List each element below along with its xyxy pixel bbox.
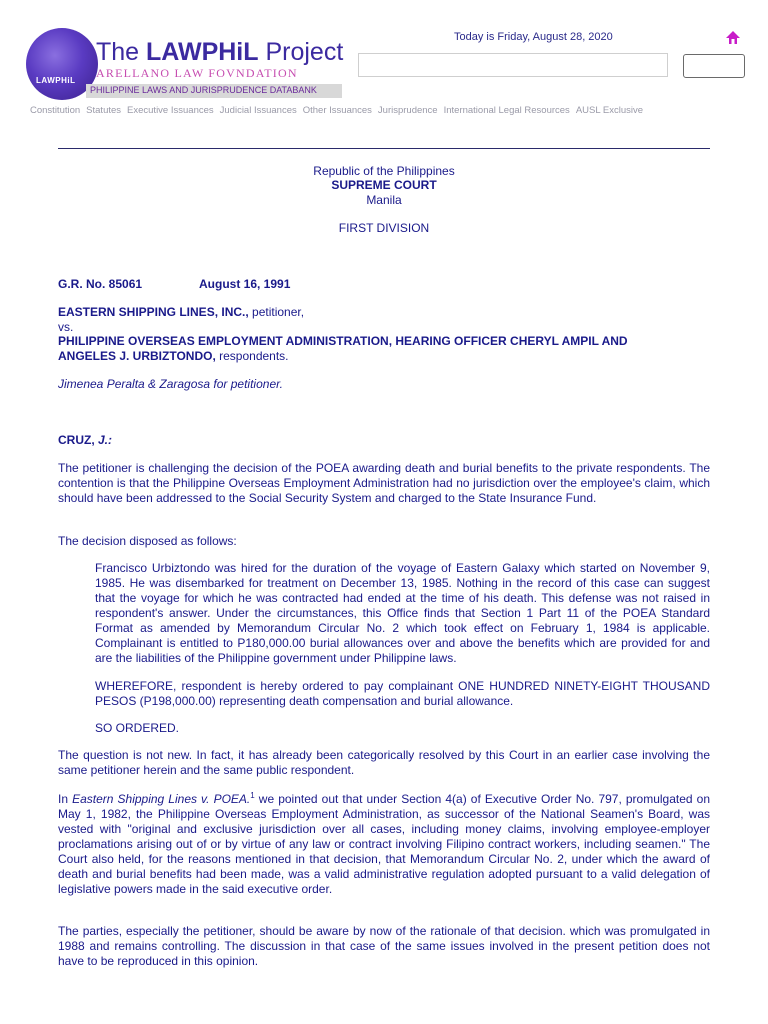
foundation-name: ARELLANO LAW FOVNDATION xyxy=(96,66,298,80)
case-citation[interactable]: Eastern Shipping Lines v. POEA. xyxy=(72,792,251,806)
brand-name: LAWPHiL xyxy=(146,38,259,66)
respondent-name: ANGELES J. URBIZTONDO, xyxy=(58,349,216,363)
databank-label: PHILIPPINE LAWS AND JURISPRUDENCE DATABANK xyxy=(90,85,317,95)
ponente-suffix: J.: xyxy=(94,433,113,447)
nav-constitution[interactable]: Constitution xyxy=(30,105,81,116)
quote-1: Francisco Urbiztondo was hired for the duration of the voyage of Eastern Galaxy which started on November 9, 1985. He was disembarked for treatment on December 13, 1985. Nothing in the record of this case can suggest that the voyage for which he was contracted had ended at the time of his death. This defense was not raised in respondent's answer. Under the circumstances, this Office finds that Section 1 Part 11 of the POEA Standard Format as amended by Memorandum Circular No. 2 which took effect on February 1, 1984 is applicable. Complainant is entitled to P180,000.00 burial allowances over and above the benefits which are provided for and are the liabilities of the Philippine government under Philippine laws. xyxy=(95,561,710,665)
respondents-line-2 xyxy=(58,349,289,363)
paragraph-3: The question is not new. In fact, it has already been categorically resolved by this Court in an earlier case involving the same petitioner herein and the same public respondent. xyxy=(58,748,710,777)
petitioner-name: EASTERN SHIPPING LINES, INC., xyxy=(58,305,249,319)
brand-title[interactable] xyxy=(96,38,343,67)
search-button[interactable] xyxy=(683,54,745,78)
nav-international-legal-resources[interactable]: International Legal Resources xyxy=(443,105,570,116)
paragraph-1: The petitioner is challenging the decision of the POEA awarding death and burial benefits to the private respondents. The contention is that the Philippine Overseas Employment Administration had no jurisdiction over the employee's claim, which should have been addressed to the Social Security System and charged to the State Insurance Fund. xyxy=(58,461,710,505)
quote-2: WHEREFORE, respondent is hereby ordered to pay complainant ONE HUNDRED NINETY-EIGHT THOUSAND PESOS (P198,000.00) representing death compensation and burial allowance. xyxy=(95,679,710,708)
header-divider xyxy=(58,148,710,149)
nav-judicial-issuances[interactable]: Judicial Issuances xyxy=(219,105,297,116)
logo-text: LAWPHiL xyxy=(36,76,76,85)
paragraph-2: The decision disposed as follows: xyxy=(58,534,237,548)
gr-number: G.R. No. 85061 xyxy=(58,277,143,291)
court-name: SUPREME COURT xyxy=(331,178,437,192)
nav-other-issuances[interactable]: Other Issuances xyxy=(302,105,372,116)
versus: vs. xyxy=(58,320,74,334)
footnote-ref[interactable]: 1 xyxy=(250,791,255,800)
republic-line: Republic of the Philippines xyxy=(313,164,455,178)
division-line: FIRST DIVISION xyxy=(338,221,430,235)
paragraph-4 xyxy=(58,792,710,897)
search-input[interactable] xyxy=(358,53,668,77)
nav-executive-issuances[interactable]: Executive Issuances xyxy=(127,105,214,116)
brand-prefix: The xyxy=(96,38,147,66)
p4-in: In xyxy=(58,792,73,806)
city-line: Manila xyxy=(366,193,402,207)
p4-rest: we pointed out that under Section 4(a) of Executive Order No. 797, promulgated on May 1, 1982, the Philippine Overseas Employment Administration, as successor of the National Seamen's Board, was vested with "original and exclusive jurisdiction over all cases, including money claims, involving employee-employer proclamations arising out of or by virtue of any law or contract involving Filipino contract workers, including seamen." The Court also held, for the reasons mentioned in that decision, that Memorandum Circular No. 2, under which the award of death and burial benefits had been made, was a valid administrative regulation adopted pursuant to a valid delegation of legislative powers made in the said executive order. xyxy=(58,792,711,896)
nav-jurisprudence[interactable]: Jurisprudence xyxy=(377,105,438,116)
nav-ausl-exclusive[interactable]: AUSL Exclusive xyxy=(575,105,644,116)
paragraph-5: The parties, especially the petitioner, should be aware by now of the rationale of that decision. which was promulgated in 1988 and remains controlling. The discussion in that case of the same issues involved in the present petition does not have to be reproduced in this opinion. xyxy=(58,924,710,968)
home-icon[interactable] xyxy=(724,29,742,47)
today-date: Today is Friday, August 28, 2020 xyxy=(454,31,613,43)
quote-3: SO ORDERED. xyxy=(95,721,180,735)
respondents-line-1: PHILIPPINE OVERSEAS EMPLOYMENT ADMINISTRATION, HEARING OFFICER CHERYL AMPIL AND xyxy=(58,334,628,348)
nav-statutes[interactable]: Statutes xyxy=(86,105,122,116)
main-nav xyxy=(30,105,649,116)
brand-suffix: Project xyxy=(258,38,344,66)
petitioner-line xyxy=(58,305,304,319)
respondents-role: respondents. xyxy=(215,349,289,363)
petitioner-role: petitioner, xyxy=(248,305,305,319)
ponente xyxy=(58,433,112,447)
counsel-line: Jimenea Peralta & Zaragosa for petitioner. xyxy=(58,377,284,391)
ponente-name: CRUZ, xyxy=(58,433,95,447)
decision-date: August 16, 1991 xyxy=(199,277,291,291)
